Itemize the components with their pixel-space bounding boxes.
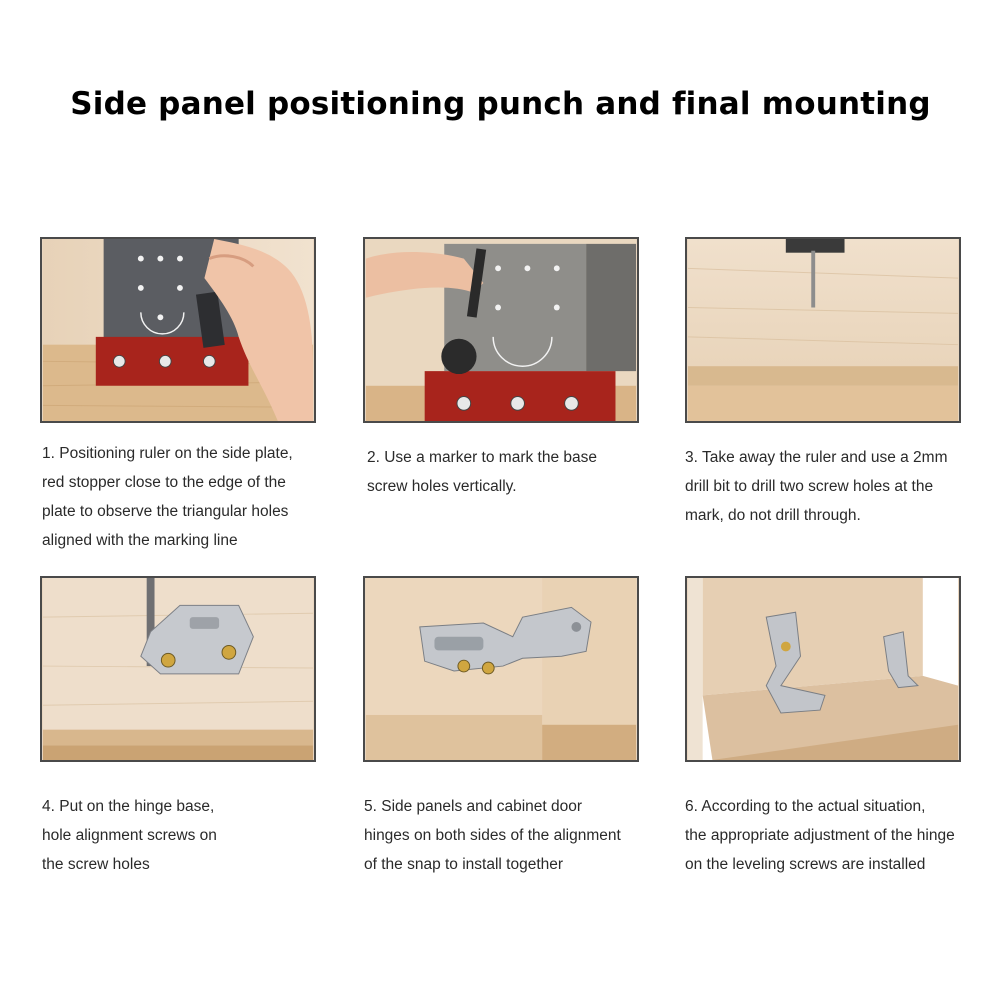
- hinge-base-on-panel-image: [42, 578, 314, 760]
- step-1-photo: [40, 237, 316, 423]
- step-3-line: mark, do not drill through.: [685, 507, 861, 524]
- step-3-caption: [685, 443, 948, 530]
- step-6-caption: [685, 792, 955, 879]
- step-4-line: the screw holes: [42, 856, 150, 873]
- hinges-installed-cabinet-image: [687, 578, 959, 760]
- step-3-line: drill bit to drill two screw holes at the: [685, 478, 934, 495]
- step-5-photo: [363, 576, 639, 762]
- step-1-line: plate to observe the triangular holes: [42, 503, 289, 520]
- drilling-screw-holes-image: [687, 239, 959, 421]
- step-5-caption: [364, 792, 621, 879]
- step-3-line: 3. Take away the ruler and use a 2mm: [685, 449, 948, 466]
- step-6-line: 6. According to the actual situation,: [685, 798, 926, 815]
- step-6-line: the appropriate adjustment of the hinge: [685, 827, 955, 844]
- step-5-line: of the snap to install together: [364, 856, 564, 873]
- step-1-line: 1. Positioning ruler on the side plate,: [42, 445, 293, 462]
- step-1-line: red stopper close to the edge of the: [42, 474, 286, 491]
- step-4-line: 4. Put on the hinge base,: [42, 798, 215, 815]
- step-1-line: aligned with the marking line: [42, 532, 238, 549]
- page-title: Side panel positioning punch and final mounting: [70, 86, 931, 122]
- step-4-caption: [42, 792, 217, 879]
- step-4-line: hole alignment screws on: [42, 827, 217, 844]
- step-3-photo: [685, 237, 961, 423]
- step-6-photo: [685, 576, 961, 762]
- step-5-line: 5. Side panels and cabinet door: [364, 798, 583, 815]
- step-4-photo: [40, 576, 316, 762]
- door-hinge-snapped-image: [365, 578, 637, 760]
- step-2-caption: [367, 443, 597, 501]
- step-5-line: hinges on both sides of the alignment: [364, 827, 621, 844]
- step-2-line: screw holes vertically.: [367, 478, 517, 495]
- step-2-photo: [363, 237, 639, 423]
- step-2-line: 2. Use a marker to mark the base: [367, 449, 598, 466]
- marker-marking-holes-image: [365, 239, 637, 421]
- step-6-line: on the leveling screws are installed: [685, 856, 926, 873]
- step-1-caption: [42, 439, 293, 555]
- ruler-on-side-plate-image: [42, 239, 314, 421]
